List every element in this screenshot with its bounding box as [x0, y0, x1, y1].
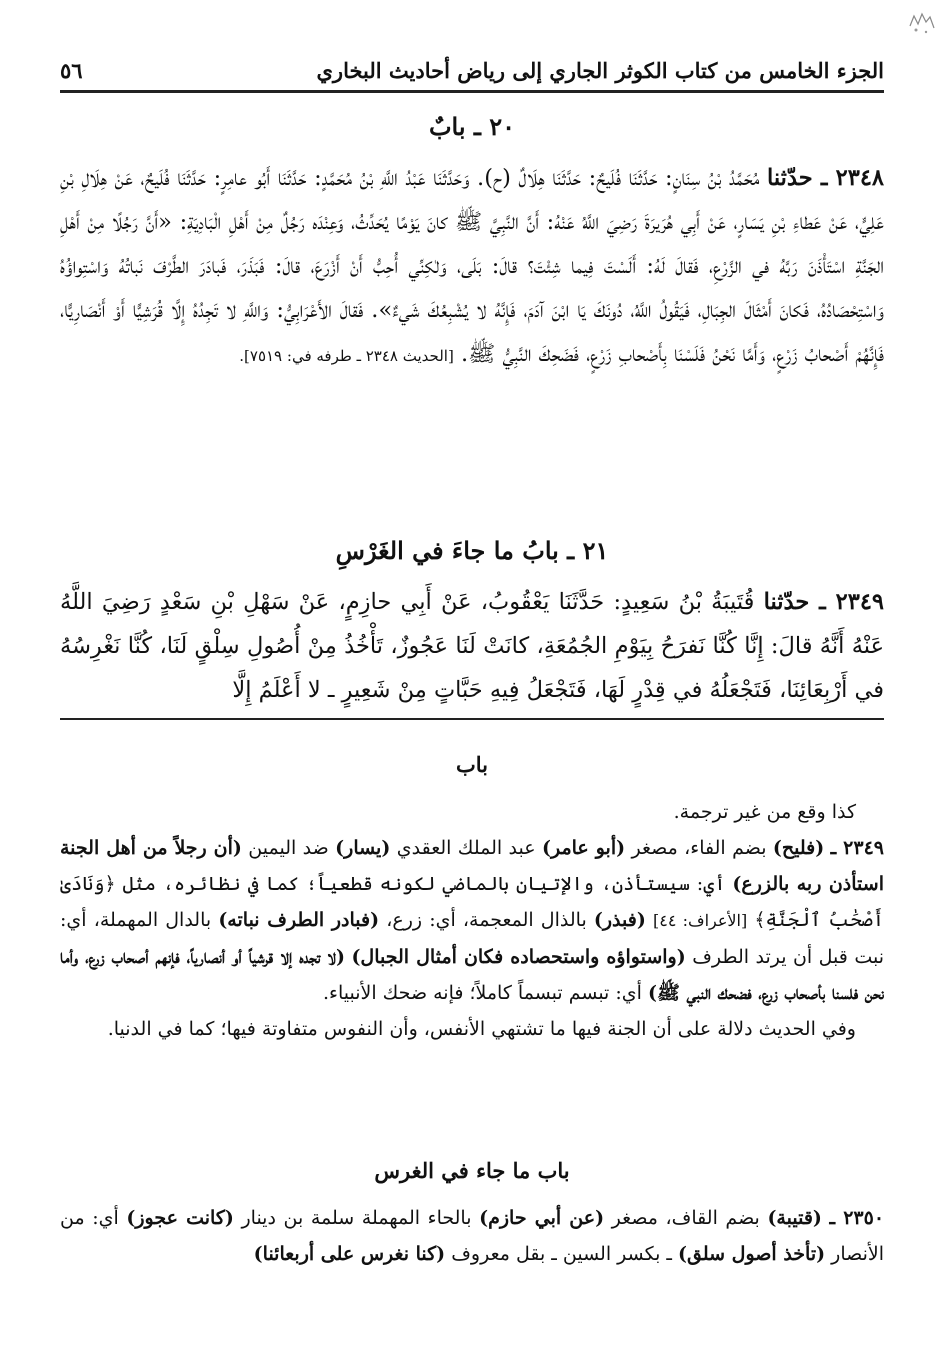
printer-mark-icon — [904, 8, 940, 38]
commentary-term: (أن رجلاً من أهل الجنة استأذن ربه بالزرع) — [60, 837, 884, 895]
hadith-number: ٢٣٤٨ ـ حدّثنا — [767, 165, 884, 191]
commentary-gars-heading: باب ما جاء في الغرس — [374, 1158, 570, 1183]
commentary-number: ٢٣٤٩ ـ — [830, 837, 884, 859]
commentary-text: بضم الفاء، مصغر — [631, 837, 767, 859]
commentary-text: ـ بكسر السين ـ بقل معروف — [451, 1243, 672, 1265]
hadith-2348 — [60, 156, 884, 378]
hadith-text: مُحَمَّدُ بْنُ سِنَانٍ: حَدَّثَنَا فُلَيحٌ: حَدَّثَنَا هِلَالٌ (ح). وَحَدَّثَنَا عَبْدُ اللَّهِ بْنُ مُحَمَّدٍ: حَدَّثَنَا أَبُو عامِرٍ: حَدَّثَنَا فُلَيحٌ، عَنْ هِلَالِ بْنِ عَلِيٍّ، عَنْ عَطاءِ بْنِ يَسَارٍ، عَنْ أَبِي هُرَيرَةَ رَضِيَ اللَّهُ عَنْهُ: أَنَّ النَّبِيَّ ﷺ كانَ يَوْمًا يُحَدِّثُ، وَعِنْدَه رَجُلٌ مِنْ أَهْلِ الْبَادِيَةِ: «أَنَّ رَجُلًا مِنْ أَهْلِ الجَنَّةِ اسْتَأْذَنَ رَبَّهُ في الزَّرْعِ، فَقالَ لَهُ: أَلَسْتَ فِيما شِئْتَ؟ قالَ: بَلَى، وَلٰكِنِّي أُحِبُّ أَنْ أَزْرَعَ، قالَ: فَبَذَرَ، فَبادَرَ الطَّرْفَ نَباتُهُ وَاسْتِواؤُهُ وَاسْتِحْصَادُهُ، فَكانَ أَمْثَالَ الجِبَالِ، فَيَقُولُ اللَّهُ، دُونَكَ يَا ابْنَ آدَمَ، فَإِنَّهُ لا يُشْبِعُكَ شَيءٌ». فَقالَ الأَعْرَابِيُّ: وَاللَّهِ لا تَجِدُهُ إِلَّا قُرَشِيًّا أَوْ أَنْصَارِيًّا، فَإِنَّهُمْ أَصْحابُ زَرْعٍ، وَأَمَّا نَحْنُ فَلَسْنَا بِأَصْحابِ زَرْعٍ، فَضَحِكَ النَّبِيُّ ﷺ. — [60, 165, 884, 367]
commentary-text: بالحاء المهملة سلمة بن دينار — [241, 1207, 472, 1229]
commentary-term: (فليح) — [772, 837, 825, 859]
commentary-term: (لا تجده إلا قرشياً أو أنصارياً، فإنهم أصحاب زرع، وأما نحن فلسنا بأصحاب زرع، فضحك النبي ﷺ) — [60, 946, 884, 1004]
commentary-lesson: وفي الحديث دلالة على أن الجنة فيها ما تشتهي الأنفس، وأن النفوس متفاوتة فيها؛ كما في الدنيا. — [107, 1018, 856, 1040]
commentary-bab-heading: باب — [455, 752, 488, 777]
commentary-term: (أبو عامر) — [541, 837, 626, 859]
hadith-reference: [الحديث ٢٣٤٨ ـ طرفه في: ٧٥١٩]. — [239, 347, 454, 365]
commentary-text: ضد اليمين — [248, 837, 329, 859]
commentary-term: (فبادر الطرف نباته) — [218, 909, 380, 931]
hadith-number: ٢٣٤٩ ـ حدّثنا — [763, 589, 884, 615]
commentary-divider — [60, 718, 884, 720]
commentary-text: أي: تبسم تبسماً كاملاً؛ فإنه ضحك الأنبياء. — [323, 982, 642, 1004]
commentary-text: بالذال المعجمة، أي: زرع، — [386, 909, 587, 931]
commentary-term: (تأخذ أصول سلق) — [678, 1243, 826, 1265]
commentary-text: عبد الملك العقدي — [396, 837, 536, 859]
commentary-term: (كانت عجوز) — [126, 1207, 234, 1229]
running-title: الجزء الخامس من كتاب الكوثر الجاري إلى رياض أحاديث البخاري — [316, 57, 884, 83]
commentary-term: (عن أبي حازم) — [479, 1207, 605, 1229]
commentary-term: (فبذر) — [593, 909, 646, 931]
quran-quote: ﴿وَنَادَىٰ أَصْحَٰبُ ٱلْجَنَّةِ﴾ — [60, 873, 884, 931]
commentary-2349 — [60, 830, 884, 1011]
commentary-number: ٢٣٥٠ ـ — [829, 1207, 885, 1229]
commentary-2350 — [60, 1200, 884, 1272]
page-number: ٥٦ — [60, 57, 83, 83]
hadith-text: قُتَيبَةُ بْنُ سَعِيدٍ: حَدَّثَنَا يَعْقُوبُ، عَنْ أَبِي حازِمٍ، عَنْ سَهْلِ بْنِ سَعْدٍ رَضِيَ اللَّهُ عَنْهُ أَنَّهُ قالَ: إِنَّا كُنَّا نَفرَحُ بِيَوْمِ الجُمُعَةِ، كانَتْ لَنَا عَجُوزٌ، تَأْخُذُ مِنْ أُصُولِ سِلْقٍ لَنَا، كُنَّا نَغْرِسُهُ في أَرْبِعَائِنَا، فَتَجْعَلُهُ في قِدْرٍ لَهَا، فَتَجْعَلُ فِيهِ حَبَّاتٍ مِنْ شَعِيرٍ ـ لا أَعْلَمُ إِلَّا — [60, 589, 884, 703]
commentary-no-title: كذا وقع من غير ترجمة. — [673, 801, 856, 823]
commentary-text: أي: من الأنصار — [60, 1207, 884, 1265]
commentary-term: (يسار) — [335, 837, 391, 859]
commentary-2350-text — [60, 1200, 884, 1272]
quran-reference: [الأعراف: ٤٤] — [652, 911, 748, 930]
commentary-term: (واستواؤه واستحصاده فكان أمثال الجبال) — [351, 946, 686, 968]
commentary-text: أي: سيستأذن، والإتيان بالماضي لكونه قطعياً؛ كما في نظائره، مثل — [122, 873, 726, 895]
commentary-term: (قتيبة) — [767, 1207, 822, 1229]
running-header — [60, 50, 884, 93]
commentary-text: بضم القاف، مصغر — [611, 1207, 760, 1229]
hadith-2349 — [60, 580, 884, 712]
chapter-21-title: ٢١ ـ بابُ ما جاءَ في الغَرْسِ — [335, 536, 609, 565]
chapter-20-title: ٢٠ ـ بابٌ — [428, 112, 516, 141]
commentary-term: (كنا نغرس على أربعائنا) — [253, 1243, 446, 1265]
commentary-section — [60, 794, 884, 1047]
commentary-text: بالدال المهملة، أي: نبت قبل أن يرتد الطرف — [60, 909, 885, 968]
